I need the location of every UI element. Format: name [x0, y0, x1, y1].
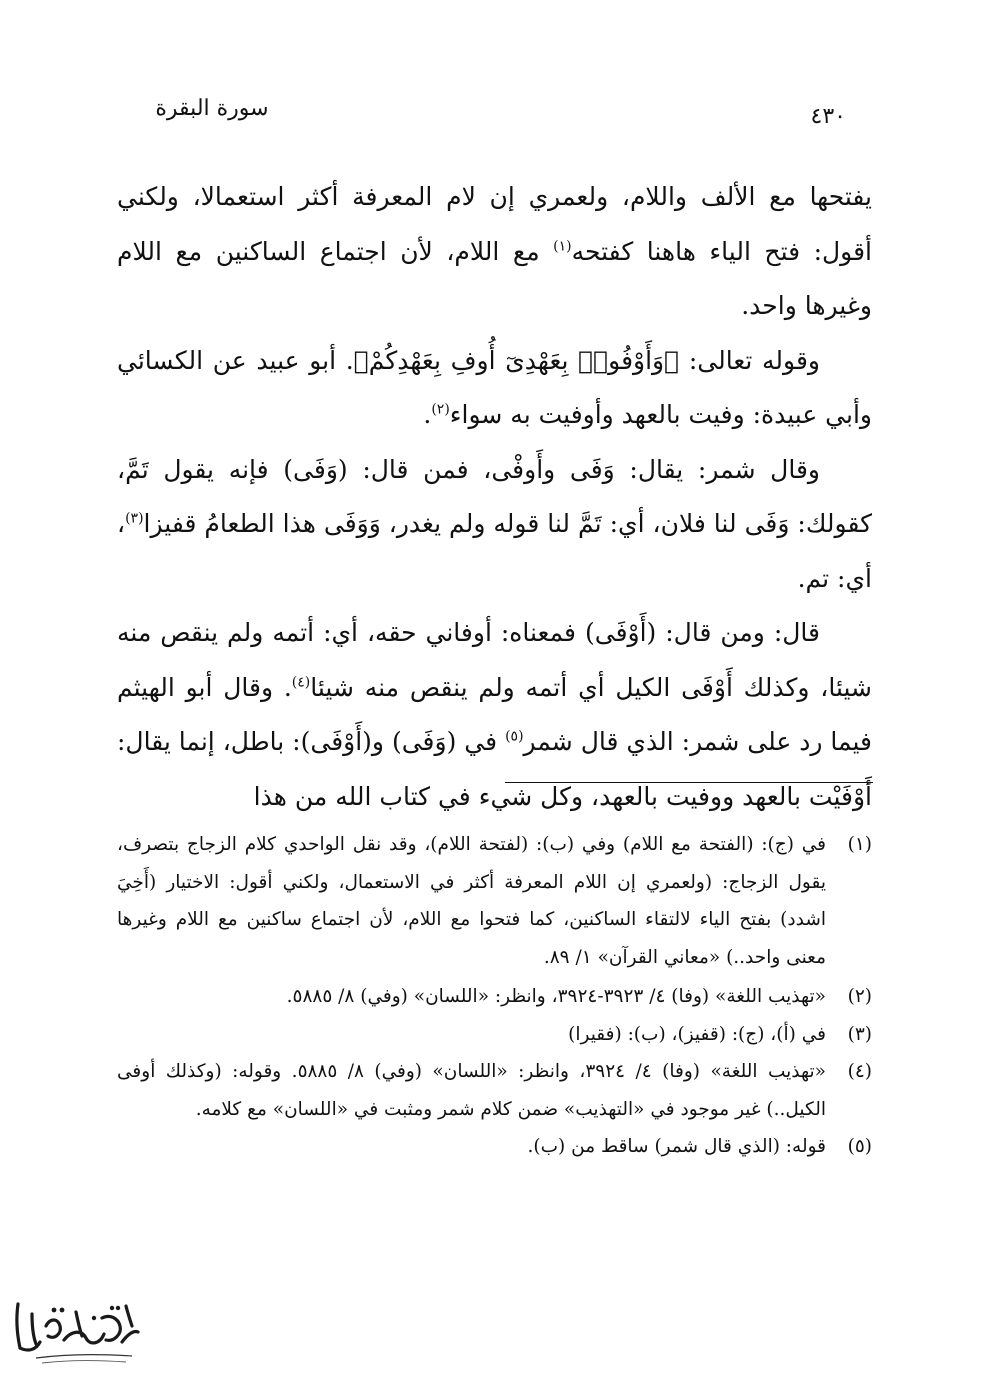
paragraph-2-text-cont: .: [423, 400, 432, 429]
footnote-number: (٥): [847, 1136, 872, 1157]
footnote-item: [117, 1053, 872, 1128]
publisher-logo: [6, 1296, 146, 1368]
footnote-ref-3[interactable]: (٣): [125, 510, 144, 527]
paragraph-4-text: قال: ومن قال: (أَوْفَى) فمعناه: أوفاني حقه، أي: أتمه ولم ينقص منه شيئا، وكذلك أَوْفَى الكيل أي أتمه ولم ينقص منه شيئا: [117, 618, 872, 702]
footnote-number: (٤): [847, 1061, 872, 1082]
paragraph-4-text-cont: . وقال أبو الهيثم فيما رد على شمر: الذي قال شمر: [117, 672, 872, 756]
paragraph-3-text-cont: ، أي: تم.: [117, 509, 872, 593]
footnote-text: في (ج): (الفتحة مع اللام) وفي (ب): (لفتحة اللام)، وقد نقل الواحدي كلام الزجاج بتصرف، يقول الزجاج: (ولعمري إن اللام المعرفة أكثر في الاستعمال، ولكني أقول: الاختيار (أَخِيَ اشدد) بفتح الياء لالتقاء الساكنين، كما فتحوا مع اللام، لأن اجتماع ساكنين مع اللام وغيرها معنى واحد..) «معاني القرآن» ١/ ٨٩.: [117, 834, 826, 968]
paragraph-2: [117, 334, 872, 443]
footnote-number: (٣): [847, 1023, 872, 1045]
paragraph-1-text: يفتحها مع الألف واللام، ولعمري إن لام المعرفة أكثر استعمالا، ولكني أقول: فتح الياء هاهنا كفتحه: [117, 182, 872, 266]
footnote-item: [117, 1016, 872, 1054]
paragraph-3-text: وقال شمر: يقال: وَفَى وأَوفْى، فمن قال: (وَفَى) فإنه يقول تَمَّ، كقولك: وَفَى لنا فلان، أي: تَمَّ لنا قوله ولم يغدر، وَوَفَى هذا الطعامُ قفيزا: [117, 454, 872, 538]
footnote-separator: [505, 782, 873, 783]
footnotes: [117, 826, 872, 1166]
footnote-text: «تهذيب اللغة» (وفا) ٤/ ٣٩٢٤، وانظر: «اللسان» (وفي) ٨/ ٥٨٨٥. وقوله: (وكذلك أوفى الكيل..) غير موجود في «التهذيب» ضمن كلام شمر ومثبت في «اللسان» مع كلامه.: [117, 1061, 826, 1120]
main-text: [117, 170, 872, 824]
footnote-number: (٢): [847, 986, 872, 1007]
footnote-item: [117, 1128, 872, 1166]
footnote-ref-1[interactable]: (١): [553, 238, 572, 255]
paragraph-4-text-end: في (وَفَى) و(أَوْفَى): باطل، إنما يقال: أَوْفَيْت بالعهد ووفيت بالعهد، وكل شيء في كتاب الله من هذا: [117, 727, 872, 811]
footnote-number: (١): [847, 834, 872, 855]
footnote-text: في (أ)، (ج): (قفيز)، (ب): (فقيرا): [568, 1023, 826, 1045]
footnote-item: [117, 826, 872, 976]
paragraph-3: [117, 443, 872, 607]
footnote-ref-4[interactable]: (٤): [291, 674, 311, 691]
page-number: ٤٣٠: [810, 104, 846, 129]
footnote-item: [117, 978, 872, 1016]
footnote-text: قوله: (الذي قال شمر) ساقط من (ب).: [527, 1136, 826, 1157]
paragraph-1: [117, 170, 872, 334]
footnote-text: «تهذيب اللغة» (وفا) ٤/ ٣٩٢٣-٣٩٢٤، وانظر: «اللسان» (وفي) ٨/ ٥٨٨٥.: [286, 986, 826, 1007]
paragraph-1-text-cont: مع اللام، لأن اجتماع الساكنين مع اللام وغيرها واحد.: [117, 236, 872, 320]
footnote-ref-5[interactable]: (٥): [505, 728, 524, 745]
running-title: سورة البقرة: [155, 96, 269, 121]
footnote-ref-2[interactable]: (٢): [431, 401, 450, 418]
paragraph-2-text: وقوله تعالى: ﴿وَأَوْفُوا۟ بِعَهْدِىٓ أُوفِ بِعَهْدِكُمْ﴾. أبو عبيد عن الكسائي وأبي عبيدة: وفيت بالعهد وأوفيت به سواء: [117, 345, 872, 429]
paragraph-4: [117, 606, 872, 824]
